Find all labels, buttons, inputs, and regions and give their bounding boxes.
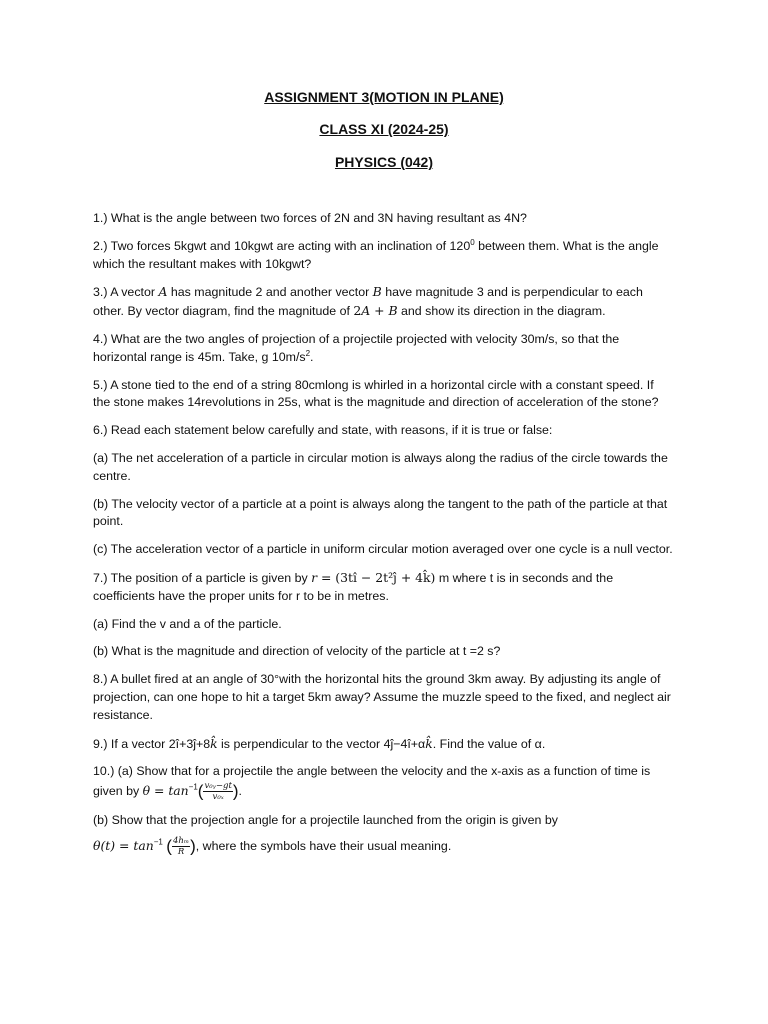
angle-formula-lhs: θ = tan (142, 782, 189, 798)
expression-coefficient: 2 (353, 303, 362, 319)
vector-b-symbol: B (372, 284, 382, 300)
question-3-text-2: has magnitude 2 and another vector (167, 285, 373, 300)
question-9-text-2: is perpendicular to the vector 4ĵ−4î+α (217, 736, 426, 751)
question-10b-equation: $\theta(t) = \tan^{-1}$ ( $\frac{\text{4hₘ}}{R}$ ), where the symbols have their usual meaning. (93, 835, 452, 857)
question-4 (93, 331, 673, 367)
question-3-text: 3.) A vector (93, 285, 159, 300)
fraction-denominator: v₀ₓ (212, 792, 224, 803)
question-7-text-end: m where t is in seconds and the coefficients have the proper units for r to be in metres. (93, 570, 614, 603)
questions-list (93, 210, 673, 867)
fraction-numerator: v₀ᵧ−gt (204, 781, 232, 792)
fraction-denominator-2: R (177, 846, 185, 857)
question-3-text-end: and show its direction in the diagram. (397, 304, 606, 319)
question-7 (93, 569, 673, 606)
projection-formula-fraction (172, 836, 190, 857)
expression-vector-b: B (388, 303, 398, 319)
question-6: 6.) Read each statement below carefully and state, with reasons, if it is true or false: (93, 423, 553, 438)
k-unit-vector: k̂ (210, 735, 218, 751)
subject-heading: PHYSICS (042) (334, 154, 434, 170)
question-9 (93, 735, 673, 754)
question-4-text: 4.) What are the two angles of projection of a projectile projected with velocity 30m/s, so that the horizontal range is 45m. Take, g 10m/s (93, 331, 620, 364)
k-unit-vector-2: k̂ (425, 735, 433, 751)
expression-plus: + (370, 303, 389, 319)
question-8: 8.) A bullet fired at an angle of 30°with the horizontal hits the ground 3km away. By adjusting its angle of projection, can one hope to hit a target 5km away? Assume the muzzle speed to the fixed, and neglect air resistance. (93, 672, 671, 722)
question-1: 1.) What is the angle between two forces of 2N and 3N having resultant as 4N? (93, 211, 527, 225)
angle-formula-fraction (203, 781, 232, 802)
question-6c: (c) The acceleration vector of a particle in uniform circular motion averaged over one cycle is a null vector. (93, 542, 673, 557)
question-7-text: 7.) The position of a particle is given by (93, 570, 312, 585)
vector-a-symbol: A (158, 284, 168, 300)
question-2-text: 2.) Two forces 5kgwt and 10kgwt are acting with an inclination of 120 (93, 238, 471, 253)
question-2-text-end: between them. What is the angle which the resultant makes with 10kgwt? (93, 238, 659, 271)
inverse-superscript-2: −1 (153, 837, 163, 847)
question-7b: (b) What is the magnitude and direction of velocity of the particle at t =2 s? (93, 644, 501, 659)
projection-formula-lhs: θ(t) = tan (93, 837, 154, 853)
question-10a-text-end: . (238, 783, 242, 798)
unit-superscript: 2 (305, 348, 311, 358)
question-10b-text-end: , where the symbols have their usual meaning. (195, 838, 452, 853)
question-6b: (b) The velocity vector of a particle at a point is always along the tangent to the path of the particle at that point. (93, 496, 668, 529)
question-10a: 10.) (a) Show that for a projectile the angle between the velocity and the x-axis as a function of time is given by $\theta = \tan^{-1}$( $\frac{\text{v₀ᵧ−gt}}{\text{v₀ₓ}}$ ). (93, 764, 651, 803)
assignment-title: ASSIGNMENT 3(MOTION IN PLANE) (264, 89, 504, 105)
question-9-text-end: . Find the value of α. (432, 736, 546, 751)
degree-superscript: 0 (470, 237, 475, 247)
question-3-text-3: have magnitude 3 and is perpendicular to each other. By vector diagram, find the magnitude of (93, 285, 643, 319)
question-7a: (a) Find the v and a of the particle. (93, 616, 282, 631)
question-3 (93, 283, 673, 321)
question-4-text-end: . (310, 349, 314, 364)
question-2 (93, 238, 673, 274)
position-vector-symbol: r (311, 569, 318, 585)
question-6a: (a) The net acceleration of a particle in circular motion is always along the radius of the circle towards the centre. (93, 450, 668, 483)
question-5: 5.) A stone tied to the end of a string 80cmlong is whirled in a horizontal circle with a constant speed. If the stone makes 14revolutions in 25s, what is the magnitude and direction of acceleration of the stone? (93, 377, 659, 410)
question-9-text: 9.) If a vector 2î+3ĵ+8 (93, 736, 211, 751)
expression-vector-a: A (361, 303, 371, 319)
fraction-numerator-2: 4hₘ (172, 835, 190, 846)
position-expression: = (3tî − 2t²ĵ + 4k̂) (317, 569, 436, 585)
class-heading: CLASS XI (2024-25) (319, 121, 449, 137)
question-10b: (b) Show that the projection angle for a projectile launched from the origin is given by (93, 813, 558, 828)
question-10a-text: 10.) (a) Show that for a projectile the angle between the velocity and the x-axis as a function of time is given by (93, 764, 651, 798)
inverse-superscript: −1 (188, 782, 198, 792)
